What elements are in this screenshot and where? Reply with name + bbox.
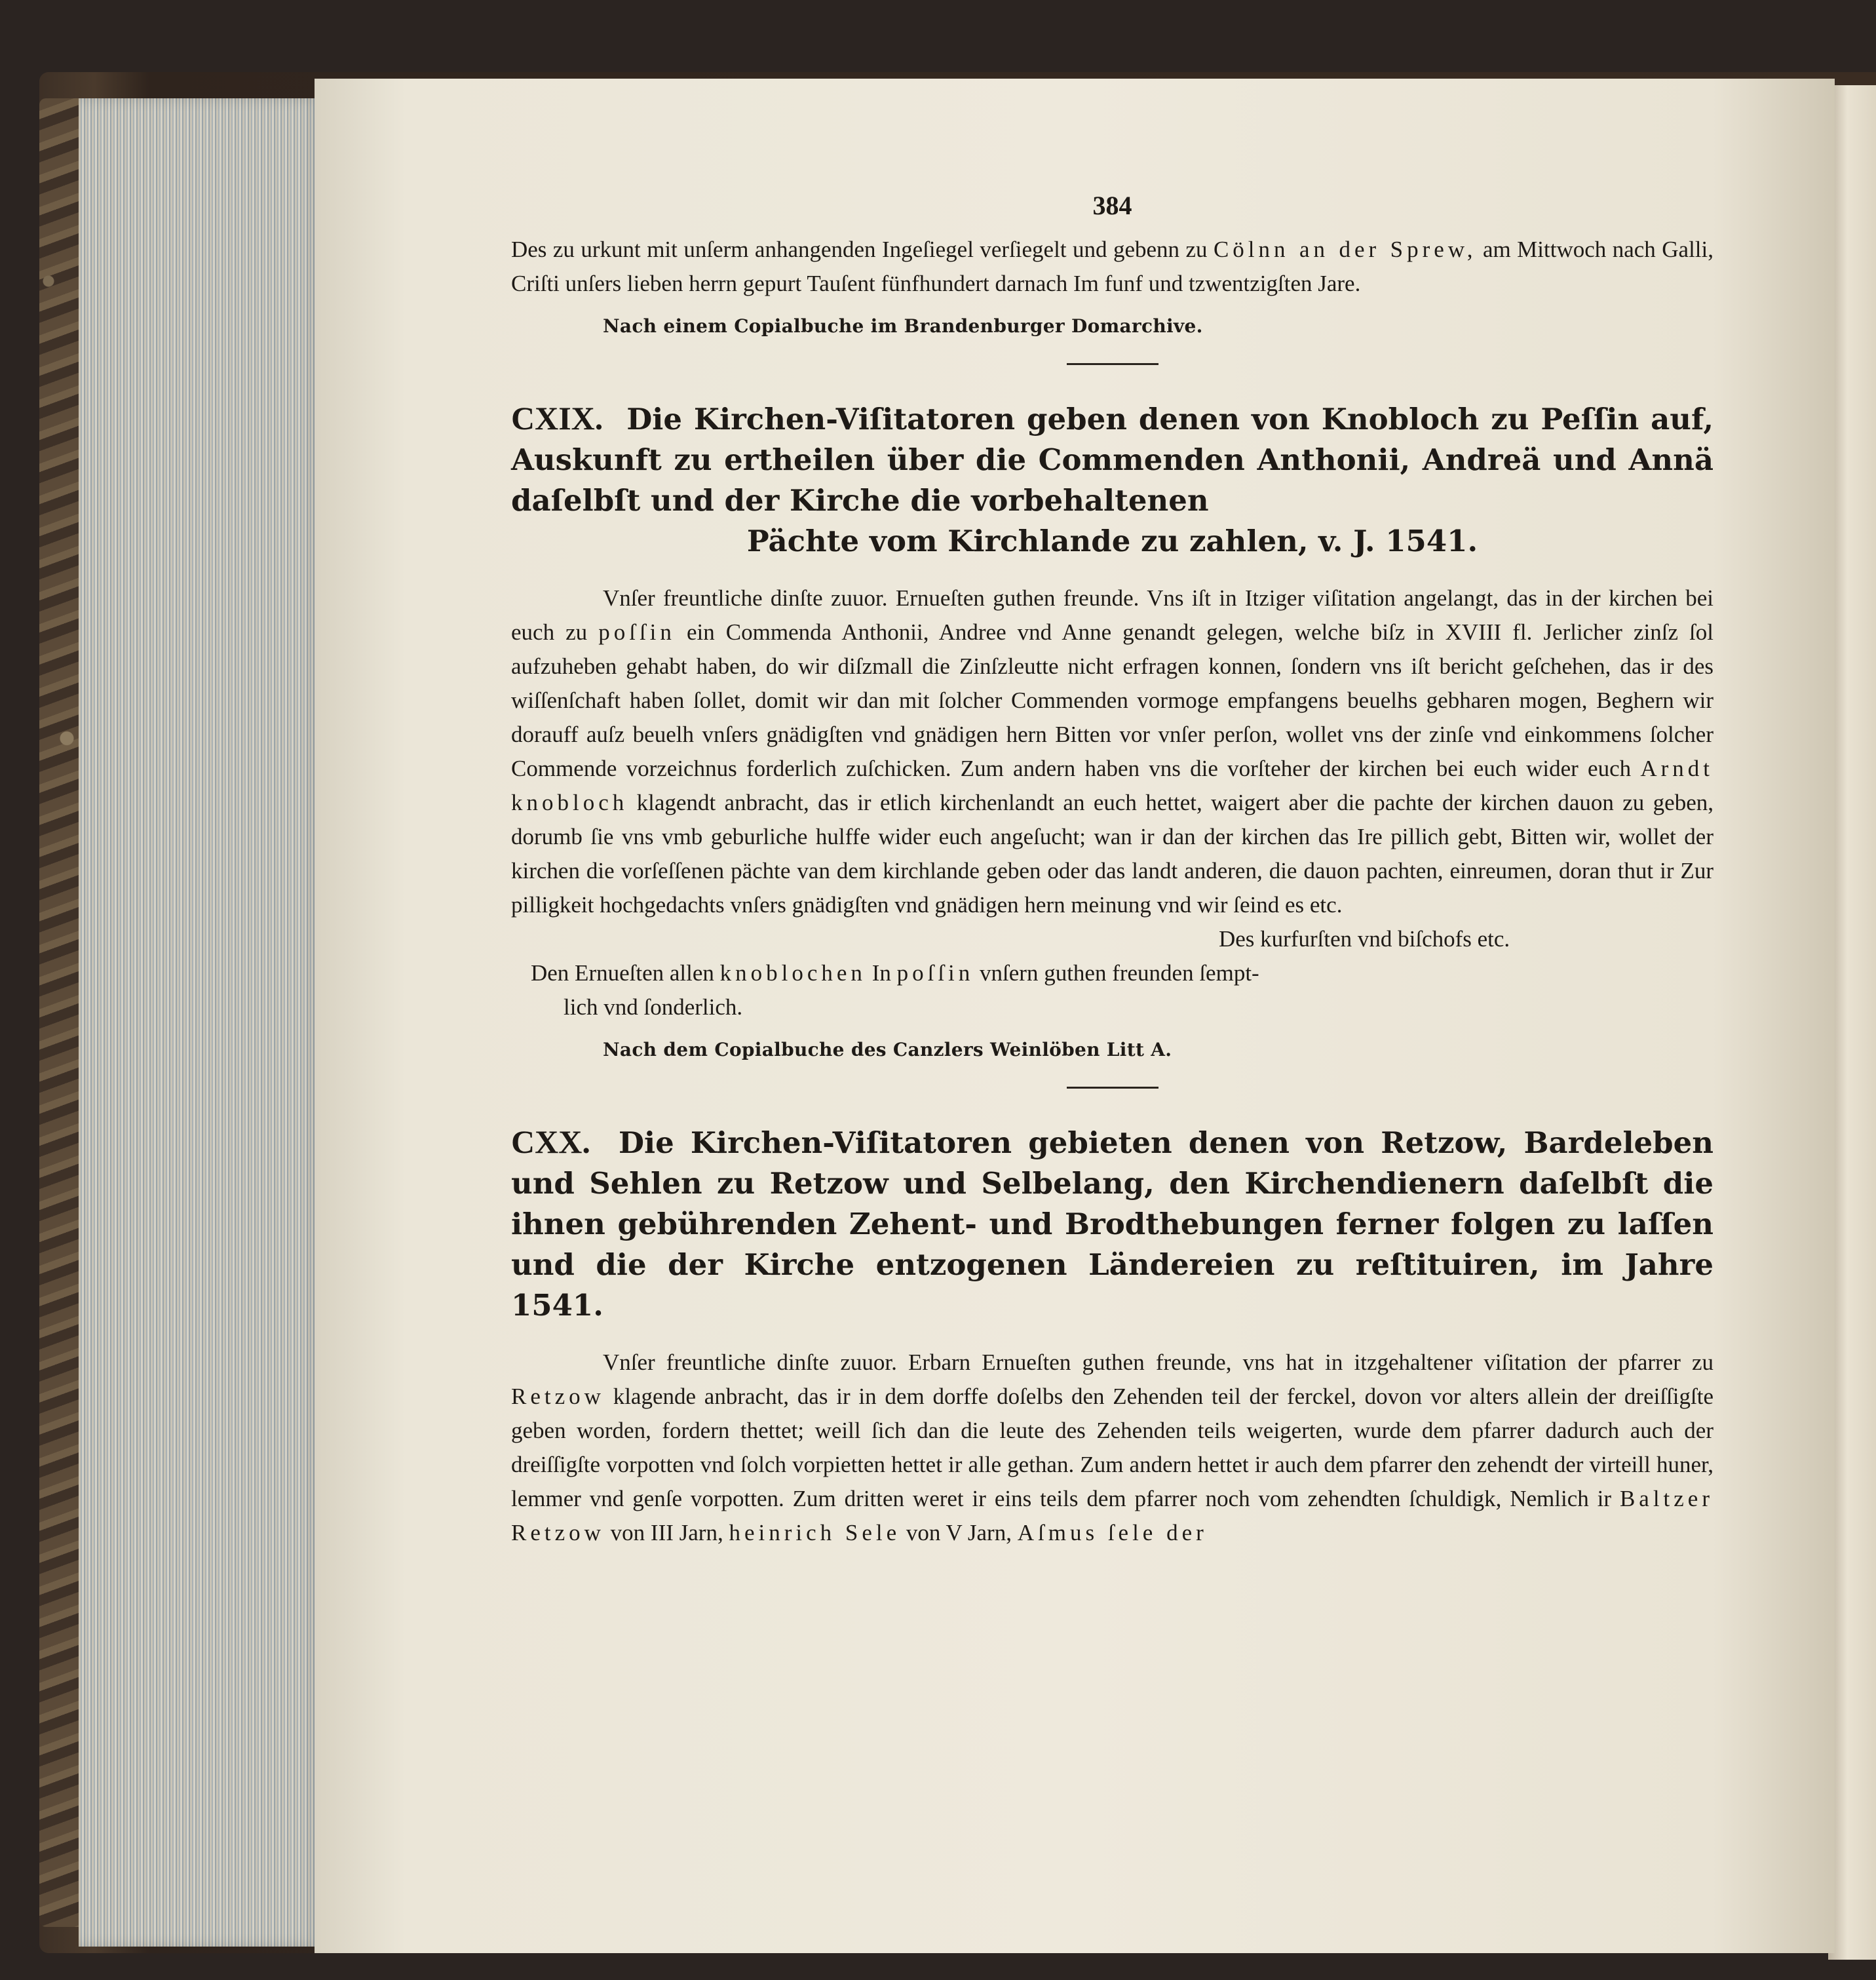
section-cxx-heading <box>511 1121 1713 1326</box>
facing-page-edge <box>1828 85 1876 1960</box>
prev-document-closing: Des zu urkunt mit unſerm anhangenden Ingeſiegel verſiegelt und gebenn zu Cölnn an der Sprew, am Mittwoch nach Galli, Criſti unſers lieben herrn gepurt Tauſent fünfhundert darnach Im funf und tzwentzigſten Jare. <box>511 237 1713 296</box>
cxix-source-note: Nach dem Copialbuche des Canzlers Weinlöben Litt A. <box>603 1039 1172 1060</box>
page-edges <box>79 98 321 1947</box>
section-number: CXX. <box>511 1123 590 1160</box>
section-title: Die Kirchen-Viſitatoren geben denen von Knobloch zu Peſſin auf, Auskunft zu ertheilen über die Commenden Anthonii, Andreä und Annä daſelbſt und der Kirche die vorbehaltenen <box>511 402 1713 518</box>
book-page <box>315 79 1835 1953</box>
page-content <box>511 190 1713 1550</box>
page-number: 384 <box>1092 191 1132 220</box>
section-title: Die Kirchen-Viſitatoren gebieten denen von Retzow, Bardeleben und Sehlen zu Retzow und Selbelang, den Kirchendienern daſelbſt die ihnen gebührenden Zehent- und Brodthebungen ferner folgen zu laſſen und die der Kirche entzogenen Ländereien zu reſtituiren, im Jahre 1541. <box>511 1125 1713 1323</box>
signature: Des kurfurſten vnd biſchofs etc. <box>1219 926 1510 952</box>
prev-source-note: Nach einem Copialbuche im Brandenburger Domarchive. <box>603 315 1203 337</box>
section-cxix-body: Vnſer freuntliche dinſte zuuor. Ernueſten guthen freunde. Vns iſt in Itziger viſitation angelangt, das in der kirchen bei euch zu poſſin ein Commenda Anthonii, Andree vnd Anne genandt gelegen, welche biſz in XVIII fl. Jerlicher zinſz ſol aufzuheben gehabt haben, do wir diſzmall die Zinſzleutte nicht erfragen konnen, ſondern vns iſt bericht geſchehen, das ir des wiſſenſchaft haben ſollet, domit wir dan mit ſolcher Commenden vormoge empfangens beuelhs gebharen mogen, Beghern wir dorauff auſz beuelh vnſers gnädigſten vnd gnädigen hern Bitten vor vnſer perſon, wollet vns der zinſe vnd einkommens ſolcher Commende vorzeichnus forderlich zuſchicken. Zum andern haben vns die vorſteher der kirchen bei euch wider euch Arndt knobloch klagendt anbracht, das ir etlich kirchenlandt an euch hettet, waigert aber die pachte der kirchen dauon zu geben, dorumb ſie vns vmb geburliche hulffe wider euch angeſucht; wan ir dan der kirchen das Ire pillich gebt, Bitten wir, wollet der kirchen die vorſeſſenen pächte van dem kirchlande geben oder das landt anderen, die dauon pachten, einreumen, doran thut ir Zur pilligkeit hochgedachts vnſers gnädigſten vnd gnädigen hern meinung vnd wir ſeind es etc. <box>511 585 1713 918</box>
section-cxix-heading <box>511 398 1713 562</box>
section-cxx-body: Vnſer freuntliche dinſte zuuor. Erbarn Ernueſten guthen freunde, vns hat in itzgehaltener viſitation der pfarrer zu Retzow klagende anbracht, das ir in dem dorffe doſelbs den Zehenden teil der ferckel, dovon vor alters allein der dreiſſigſte geben worden, fordern thettet; weill ſich dan die leute des Zehenden teils weigerten, wurde dem pfarrer dadurch auch der dreiſſigſte vorpotten vnd ſolch vorpietten hettet ir alle gethan. Zum andern hettet ir auch dem pfarrer den zehendt der virteill huner, lemmer vnd genſe vorpotten. Zum dritten weret ir eins teils dem pfarrer noch vom zehendten ſchuldigk, Nemlich ir Baltzer Retzow von III Jarn, heinrich Sele von V Jarn, Aſmus ſele der <box>511 1349 1713 1545</box>
section-divider <box>1067 363 1158 365</box>
address-line-2: lich vnd ſonderlich. <box>564 994 743 1020</box>
section-number: CXIX. <box>511 400 603 437</box>
section-title-last-line: Pächte vom Kirchlande zu zahlen, v. J. 1541. <box>746 524 1478 558</box>
address-line-1: Den Ernueſten allen knoblochen In poſſin vnſern guthen freunden ſempt- <box>531 960 1259 986</box>
section-divider <box>1067 1087 1158 1089</box>
